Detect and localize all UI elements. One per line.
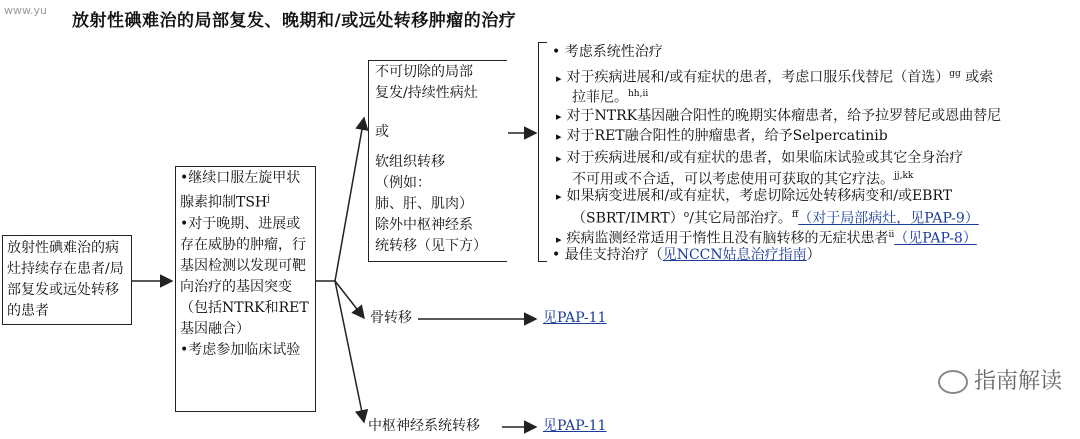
systemic-header: • 考虑系统性治疗 <box>552 44 663 60</box>
patient-text: 放射性碘难治的病灶持续存在患者/局部复发或远处转移的患者 <box>7 240 124 319</box>
soft-tissue-line5: 统转移（见下方） <box>375 238 487 254</box>
unresectable-line1: 不可切除的局部 <box>375 64 473 80</box>
arrow-to-top-branch <box>335 118 364 281</box>
soft-tissue-line4: 除外中枢神经系 <box>375 217 473 233</box>
treatment-box <box>175 166 316 412</box>
bone-see-pap11-link[interactable]: 见PAP-11 <box>543 310 607 326</box>
triangle-bullet-icon: ▸ <box>556 232 562 246</box>
systemic-item-surveillance: ▸ 疾病监测经常适用于惰性且没有脑转移的无症状患者$^{ii}$（见PAP-8） <box>556 230 977 247</box>
soft-tissue-line1: 软组织转移 <box>375 154 445 170</box>
top-branch-text <box>375 62 507 257</box>
source-watermark: www.yu <box>4 4 47 17</box>
systemic-item-lenvatinib: ▸ 对于疾病进展和/或有症状的患者，考虑口服乐伐替尼（首选）$^{gg}$ 或索 <box>556 69 994 86</box>
or-label: 或 <box>375 124 389 140</box>
arrow-to-cns <box>335 281 364 422</box>
see-pap8-link[interactable]: （见PAP-8） <box>894 230 977 247</box>
see-pap9-link[interactable]: （对于局部病灶，见PAP-9） <box>798 210 979 227</box>
triangle-bullet-icon: ▸ <box>556 110 562 123</box>
soft-tissue-line2: （例如： <box>375 175 431 191</box>
systemic-item-resection: ▸ 如果病变进展和/或有症状，考虑切除远处转移病变和/或EBRT <box>556 188 953 204</box>
soft-tissue-line3: 肺、肝、肌肉） <box>375 196 473 212</box>
treatment-item-clinical-trial: •考虑参加临床试验 <box>180 341 301 358</box>
nccn-palliative-link[interactable]: 见NCCN姑息治疗指南 <box>662 247 807 263</box>
treatment-item-tsh: •继续口服左旋甲状腺素抑制TSH$^j$ <box>180 170 301 211</box>
treatment-item-genetic-testing: •对于晚期、进展或存在威胁的肿瘤，行基因检测以发现可靶向治疗的基因突变（包括NTRK和RET基因融合） <box>180 215 309 337</box>
systemic-item-resection-line2: （SBRT/IMRT）$^o$/其它局部治疗。$^{ff}$（对于局部病灶，见PAP-9） <box>572 210 979 227</box>
triangle-bullet-icon: ▸ <box>556 130 562 143</box>
triangle-bullet-icon: ▸ <box>556 152 562 165</box>
wechat-label: 指南解读 <box>973 369 1062 394</box>
cns-metastasis-label: 中枢神经系统转移 <box>368 418 480 434</box>
bone-metastasis-label: 骨转移 <box>370 310 412 326</box>
systemic-bracket <box>538 42 547 262</box>
wechat-watermark <box>938 364 1062 395</box>
page-title: 放射性碘难治的局部复发、晚期和/或远处转移肿瘤的治疗 <box>72 11 517 31</box>
triangle-bullet-icon: ▸ <box>556 71 562 85</box>
systemic-item-other-therapy: ▸ 对于疾病进展和/或有症状的患者，如果临床试验或其它全身治疗 <box>556 150 964 166</box>
systemic-item-lenvatinib-line2: 拉菲尼。$^{hh,ii}$ <box>572 89 649 106</box>
cns-see-pap11-link[interactable]: 见PAP-11 <box>543 418 607 434</box>
wechat-icon <box>938 370 968 394</box>
triangle-bullet-icon: ▸ <box>556 190 562 203</box>
unresectable-line2: 复发/持续性病灶 <box>375 85 478 101</box>
systemic-item-other-therapy-line2: 不可用或不合适，可以考虑使用可获取的其它疗法。$^{jj,kk}$ <box>572 171 914 188</box>
patient-box <box>2 235 132 325</box>
systemic-item-ntrk: ▸ 对于NTRK基因融合阳性的晚期实体瘤患者，给予拉罗替尼或恩曲替尼 <box>556 108 1002 124</box>
systemic-item-ret: ▸ 对于RET融合阳性的肿瘤患者，给予Selpercatinib <box>556 128 888 144</box>
best-supportive-care: • 最佳支持治疗（见NCCN姑息治疗指南） <box>552 247 821 263</box>
